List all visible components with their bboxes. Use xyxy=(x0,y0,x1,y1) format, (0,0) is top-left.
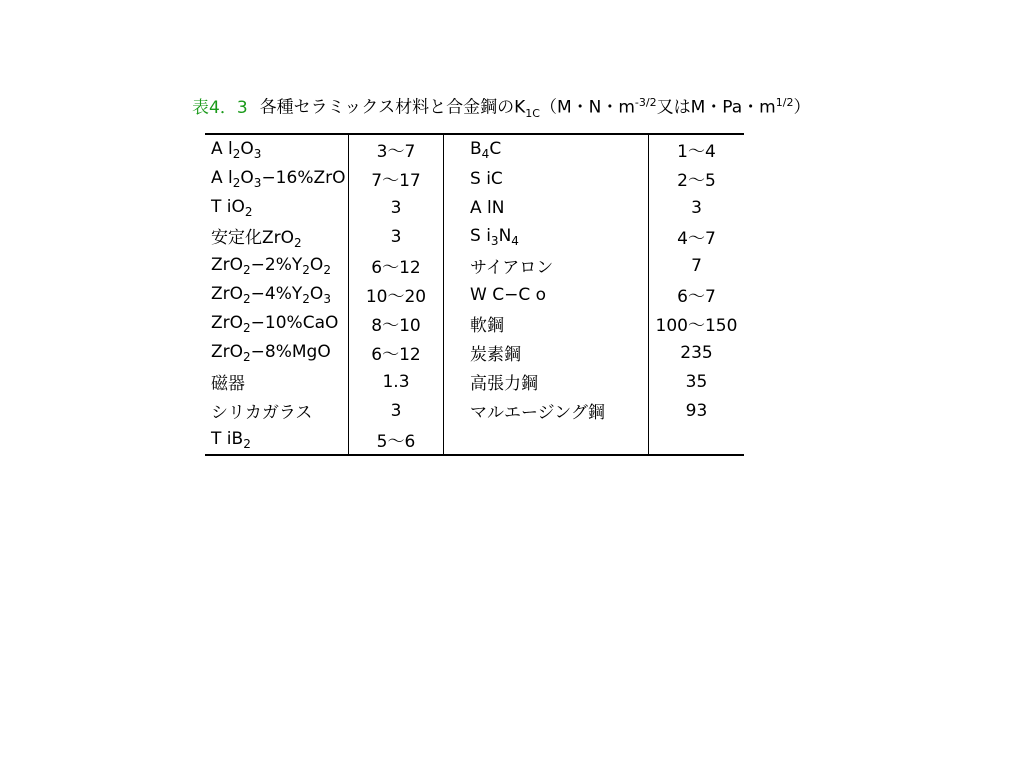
ceramic-kic-cell: 3 xyxy=(349,222,444,251)
formula-text: ZrO xyxy=(211,254,244,275)
formula-text: C xyxy=(489,138,502,159)
material-name-cell xyxy=(444,164,649,193)
caption-title: 各種セラミックス材料と合金鋼のK xyxy=(259,97,526,118)
formula-text: ZrO xyxy=(211,341,244,362)
table-row xyxy=(205,193,744,222)
formula-subscript: 3 xyxy=(253,175,262,190)
formula-text: A l xyxy=(211,138,233,159)
formula-text: シリカガラス xyxy=(211,403,313,423)
table-caption xyxy=(192,92,810,125)
formula-text: B xyxy=(470,138,482,159)
formula-text: O xyxy=(309,254,324,275)
formula-text: A l xyxy=(211,167,233,188)
kic-table-body xyxy=(205,134,744,455)
material-kic-cell: 3 xyxy=(691,197,702,218)
ceramic-name-cell xyxy=(205,134,349,164)
formula-text: W C−C o xyxy=(470,284,547,305)
caption-unit-exponent-2: 1/2 xyxy=(775,96,794,109)
formula-text: −8%MgO xyxy=(250,341,331,362)
material-name-cell xyxy=(444,251,649,280)
ceramic-kic-cell: 6〜12 xyxy=(349,251,444,280)
ceramic-kic-cell: 1.3 xyxy=(349,367,444,396)
material-kic-cell: 2〜5 xyxy=(677,171,716,191)
formula-subscript: 4 xyxy=(511,233,519,248)
table-row xyxy=(205,251,744,280)
material-kic-cell: 6〜7 xyxy=(677,287,716,307)
material-name-cell xyxy=(444,367,649,396)
formula-text: −4%Y xyxy=(250,283,303,304)
material-name-cell xyxy=(444,396,649,425)
formula-text: −2%Y xyxy=(250,254,303,275)
formula-subscript: 2 xyxy=(232,175,241,190)
ceramic-name-cell xyxy=(205,251,349,280)
ceramic-kic-cell: 7〜17 xyxy=(349,164,444,193)
formula-subscript: 2 xyxy=(294,236,302,250)
ceramic-name-cell xyxy=(205,396,349,425)
material-kic-cell: 93 xyxy=(685,400,708,421)
ceramic-kic-cell: 8〜10 xyxy=(349,309,444,338)
table-row xyxy=(205,280,744,309)
formula-subscript: 3 xyxy=(490,233,499,248)
formula-text: マルエージング鋼 xyxy=(470,403,605,423)
formula-subscript: 2 xyxy=(232,146,241,161)
table-row xyxy=(205,222,744,251)
material-name-cell xyxy=(444,338,649,367)
caption-unit-close: ） xyxy=(793,97,811,118)
ceramic-kic-cell: 3 xyxy=(349,193,444,222)
caption-unit-open: （M・N・m xyxy=(539,97,635,118)
formula-subscript: 2 xyxy=(243,320,251,335)
material-name-cell xyxy=(444,134,649,164)
formula-subscript: 2 xyxy=(302,291,310,306)
formula-subscript: 3 xyxy=(323,291,331,306)
table-row xyxy=(205,367,744,396)
ceramic-name-cell xyxy=(205,425,349,455)
material-kic-cell: 35 xyxy=(685,371,708,392)
ceramic-kic-cell: 6〜12 xyxy=(349,338,444,367)
table-row xyxy=(205,396,744,425)
formula-subscript: 3 xyxy=(253,146,262,161)
kic-table xyxy=(205,133,744,456)
ceramic-name-cell xyxy=(205,222,349,251)
formula-subscript: 2 xyxy=(243,291,251,306)
formula-text: 高張力鋼 xyxy=(470,374,538,394)
caption-k-subscript: 1C xyxy=(525,107,540,121)
formula-subscript: 2 xyxy=(302,262,310,277)
formula-text: 安定化ZrO xyxy=(211,228,295,248)
material-kic-cell xyxy=(649,425,745,455)
formula-text: N xyxy=(498,225,512,246)
material-name-cell xyxy=(444,309,649,338)
caption-label: 表4．3 xyxy=(192,97,248,118)
formula-text: サイアロン xyxy=(470,258,554,278)
table-row xyxy=(205,164,744,193)
material-name-cell xyxy=(444,222,649,251)
formula-subscript: 2 xyxy=(243,436,251,451)
formula-text: S iC xyxy=(470,168,503,189)
material-kic-cell: 100〜150 xyxy=(655,316,738,336)
table-row xyxy=(205,425,744,455)
ceramic-kic-cell: 3〜7 xyxy=(349,134,444,164)
material-kic-cell: 235 xyxy=(680,342,713,363)
formula-text: ZrO xyxy=(211,283,244,304)
material-kic-cell: 1〜4 xyxy=(649,134,745,164)
formula-subscript: 2 xyxy=(243,262,251,277)
ceramic-name-cell xyxy=(205,164,349,193)
ceramic-name-cell xyxy=(205,338,349,367)
ceramic-kic-cell: 5〜6 xyxy=(349,425,444,455)
formula-text: T iB xyxy=(211,428,244,449)
ceramic-kic-cell: 3 xyxy=(349,396,444,425)
formula-subscript: 2 xyxy=(323,262,331,277)
formula-subscript: 4 xyxy=(481,146,490,161)
material-kic-cell: 4〜7 xyxy=(677,229,716,249)
material-name-cell xyxy=(444,425,649,455)
formula-text: ZrO xyxy=(211,312,244,333)
table-row xyxy=(205,309,744,338)
formula-text: T iO xyxy=(211,196,245,217)
ceramic-name-cell xyxy=(205,280,349,309)
caption-unit-mid: 又はM・Pa・m xyxy=(656,97,776,118)
formula-subscript: 2 xyxy=(243,349,251,364)
formula-subscript: 2 xyxy=(244,204,253,219)
formula-text: O xyxy=(240,167,254,188)
formula-text: −10%CaO xyxy=(250,312,339,333)
formula-text: O xyxy=(309,283,324,304)
formula-text: 軟鋼 xyxy=(470,316,504,336)
ceramic-name-cell xyxy=(205,367,349,396)
material-name-cell xyxy=(444,280,649,309)
formula-text: A lN xyxy=(470,197,505,218)
formula-text: 磁器 xyxy=(211,374,245,394)
material-kic-cell: 7 xyxy=(691,255,702,276)
material-name-cell xyxy=(444,193,649,222)
ceramic-name-cell xyxy=(205,309,349,338)
formula-text: −16%ZrO xyxy=(261,167,346,188)
table-row xyxy=(205,338,744,367)
formula-text: S i xyxy=(470,225,491,246)
formula-text: O xyxy=(240,138,254,159)
ceramic-name-cell xyxy=(205,193,349,222)
formula-text: 炭素鋼 xyxy=(470,345,521,365)
caption-unit-exponent-1: -3/2 xyxy=(634,96,657,109)
ceramic-kic-cell: 10〜20 xyxy=(349,280,444,309)
table-row xyxy=(205,134,744,164)
